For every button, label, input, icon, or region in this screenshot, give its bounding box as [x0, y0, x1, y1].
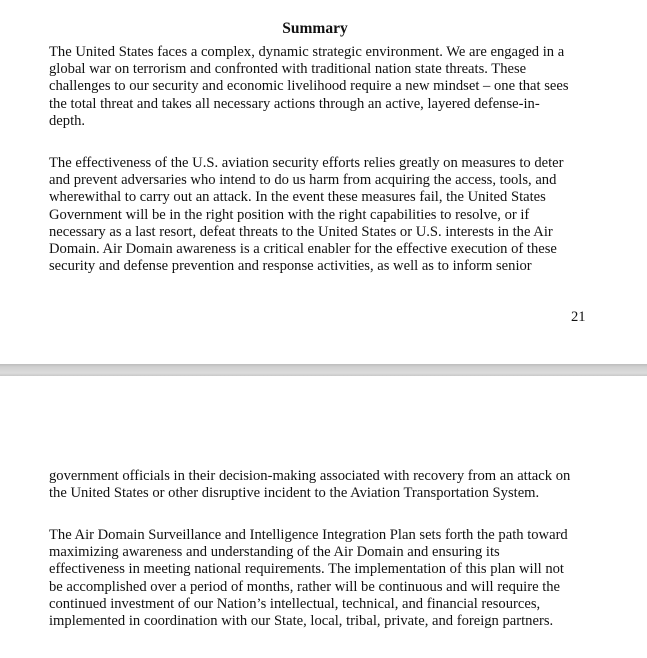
text-line: government officials in their decision-making associated with recovery from an attack on [49, 468, 571, 484]
page-title: Summary [282, 20, 348, 37]
text-line: continued investment of our Nation’s intellectual, technical, and financial resources, [49, 595, 541, 612]
text-line: The effectiveness of the U.S. aviation security efforts relies greatly on measures to deter [49, 155, 564, 171]
text-line: Domain. Air Domain awareness is a critical enabler for the effective execution of these [49, 241, 557, 258]
text-line: implemented in coordination with our State, local, tribal, private, and foreign partners. [49, 613, 554, 630]
text-line: the United States or other disruptive incident to the Aviation Transportation System. [49, 485, 540, 502]
page-separator [0, 364, 647, 376]
text-line: necessary as a last resort, defeat threats to the United States or U.S. interests in the Air [49, 223, 553, 240]
text-line: be accomplished over a period of months, rather will be continuous and will require the [49, 578, 561, 595]
text-line: wherewithal to carry out an attack. In the event these measures fail, the United States [49, 189, 546, 206]
text-line: Government will be in the right position with the right capabilities to resolve, or if [49, 206, 530, 223]
text-line: security and defense prevention and response activities, as well as to inform senior [49, 258, 532, 275]
text-line: challenges to our security and economic livelihood require a new mindset – one that sees [49, 78, 569, 95]
paragraph-2 [49, 155, 589, 275]
page-22 [0, 376, 647, 658]
paragraph-1 [49, 44, 589, 130]
page-number: 21 [571, 309, 586, 325]
text-line: effectiveness in meeting national requirements. The implementation of this plan will not [49, 561, 564, 578]
text-line: depth. [49, 112, 86, 129]
text-line: The United States faces a complex, dynamic strategic environment. We are engaged in a [49, 44, 565, 60]
text-line: The Air Domain Surveillance and Intelligence Integration Plan sets forth the path toward [49, 527, 568, 543]
text-line: global war on terrorism and confronted with traditional nation state threats. These [49, 61, 527, 78]
paragraph-3 [49, 468, 589, 502]
text-line: and prevent adversaries who intend to do us harm from acquiring the access, tools, and [49, 172, 557, 189]
paragraph-4 [49, 527, 589, 630]
text-line: the total threat and takes all necessary actions through an active, layered defense-in- [49, 95, 540, 112]
text-line: maximizing awareness and understanding of the Air Domain and ensuring its [49, 544, 500, 561]
